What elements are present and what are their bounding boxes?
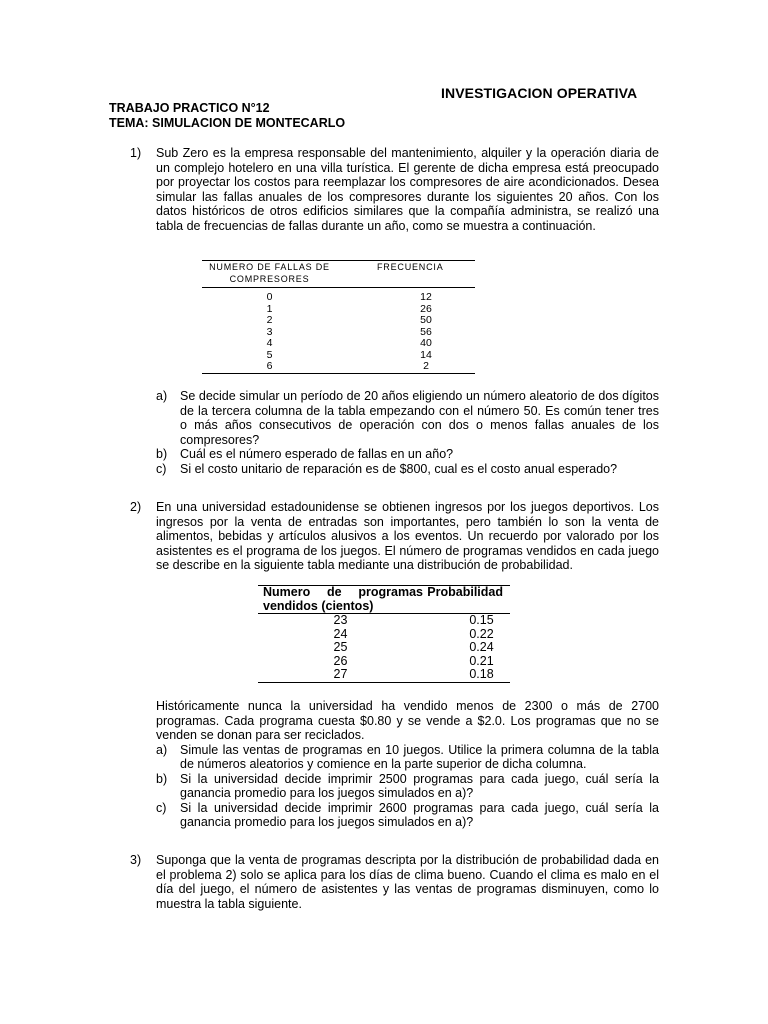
question-text: Simule las ventas de programas en 10 juegos. Utilice la primera columna de la tabla de números aleatorios y comience en la parte superior de dicha columna. bbox=[180, 742, 659, 771]
table-row bbox=[258, 641, 510, 655]
column-header-probability: Probabilidad bbox=[427, 585, 503, 599]
cell-probability: 0.21 bbox=[469, 653, 494, 668]
cell-programs: 25 bbox=[333, 640, 348, 654]
question-label: a) bbox=[156, 742, 168, 757]
practice-title: TRABAJO PRACTICO N°12 bbox=[109, 101, 270, 115]
course-title: INVESTIGACION OPERATIVA bbox=[441, 85, 638, 101]
cell-programs: 27 bbox=[333, 667, 348, 681]
question-b bbox=[156, 447, 659, 462]
table-row bbox=[258, 668, 510, 682]
table-row bbox=[202, 350, 475, 362]
column-header-failures: NUMERO DE FALLAS DE COMPRESORES bbox=[209, 262, 330, 284]
cell-frequency: 2 bbox=[423, 360, 429, 372]
problem-intro: Sub Zero es la empresa responsable del mantenimiento, alquiler y la operación diaria de un complejo hotelero en una villa turística. El gerente de dicha empresa está preocupado por proyectar los costos para reemplazar los compresores de aire acondicionados. Desea simular las fallas anuales de los compresores durante los siguientes 20 años. Con los datos históricos de otros edificios similares que la compañía administra, se realizó una tabla de frecuencias de fallas durante un año, como se muestra a continuación. bbox=[156, 146, 659, 233]
cell-programs: 23 bbox=[333, 613, 348, 627]
question-a bbox=[156, 389, 659, 447]
cell-frequency: 14 bbox=[420, 348, 432, 361]
question-a bbox=[156, 743, 659, 772]
question-text: Se decide simular un período de 20 años eligiendo un número aleatorio de dos dígitos de la tercera columna de la tabla empezando con el número 50. Es común tener tres o más años consecutivos de operación con dos o menos fallas anuales de los compresores? bbox=[180, 389, 659, 447]
table-row bbox=[202, 304, 475, 316]
failures-frequency-table bbox=[202, 260, 475, 374]
question-label: b) bbox=[156, 447, 168, 461]
cell-programs: 26 bbox=[333, 653, 348, 668]
problem-intro: Suponga que la venta de programas descripta por la distribución de probabilidad dada en el problema 2) solo se aplica para los días de clima bueno. Cuando el clima es malo en el día del juego, el número de asistentes y las ventas de programas disminuyen, como lo muestra la tabla siguiente. bbox=[156, 853, 659, 911]
problem-1-questions bbox=[156, 389, 659, 476]
question-label: c) bbox=[156, 461, 167, 476]
problem-after-table: Históricamente nunca la universidad ha vendido menos de 2300 o más de 2700 programas. Cada programa cuesta $0.80 y se vende a $2.0. Los programas que no se venden se donan para ser reciclados. bbox=[156, 699, 659, 742]
problem-intro: En una universidad estadounidense se obtienen ingresos por los juegos deportivos. Los ingresos por la venta de entradas son importantes, pero también lo son la venta de alimentos, bebidas y artículos alusivos a los eventos. Un recuerdo por valorado por los asistentes es el programa de los juegos. El número de programas vendidos en cada juego se describe en la siguiente tabla mediante una distribución de probabilidad. bbox=[156, 500, 659, 572]
question-text: Si el costo unitario de reparación es de $800, cual es el costo anual esperado? bbox=[180, 461, 618, 476]
topic-title: TEMA: SIMULACION DE MONTECARLO bbox=[109, 116, 346, 130]
table-row bbox=[202, 315, 475, 327]
cell-probability: 0.22 bbox=[469, 626, 494, 641]
table-row bbox=[202, 327, 475, 339]
question-text: Si la universidad decide imprimir 2500 programas para cada juego, cuál sería la ganancia promedio para los juegos simulados en a)? bbox=[180, 771, 659, 800]
question-c bbox=[156, 801, 659, 830]
table-row bbox=[202, 338, 475, 350]
table-row bbox=[258, 655, 510, 669]
cell-failures: 2 bbox=[266, 314, 273, 326]
table-row bbox=[202, 288, 475, 304]
problem-number: 3) bbox=[130, 853, 142, 867]
programs-probability-table bbox=[258, 585, 510, 683]
cell-probability: 0.18 bbox=[469, 667, 494, 681]
cell-failures: 6 bbox=[266, 360, 273, 372]
question-label: a) bbox=[156, 389, 168, 403]
cell-failures: 0 bbox=[266, 291, 273, 303]
cell-failures: 5 bbox=[266, 348, 273, 361]
table-header-row bbox=[202, 261, 475, 288]
problem-number: 1) bbox=[130, 146, 142, 160]
column-header-programs: Numero de programas vendidos (cientos) bbox=[263, 585, 423, 613]
table-header-row bbox=[258, 586, 510, 614]
cell-frequency: 12 bbox=[420, 291, 432, 303]
table-row bbox=[258, 614, 510, 628]
cell-probability: 0.15 bbox=[469, 613, 494, 627]
table-row bbox=[258, 628, 510, 642]
problem-2-body bbox=[156, 699, 659, 830]
cell-frequency: 26 bbox=[420, 302, 432, 315]
cell-failures: 1 bbox=[266, 302, 273, 315]
question-text: Cuál es el número esperado de fallas en un año? bbox=[180, 447, 454, 461]
problem-1 bbox=[130, 146, 659, 233]
table-row bbox=[202, 361, 475, 373]
question-text: Si la universidad decide imprimir 2600 programas para cada juego, cuál sería la ganancia promedio para los juegos simulados en a)? bbox=[180, 800, 659, 829]
cell-frequency: 56 bbox=[420, 325, 432, 338]
cell-probability: 0.24 bbox=[469, 640, 494, 654]
question-label: c) bbox=[156, 800, 167, 815]
question-b bbox=[156, 772, 659, 801]
cell-failures: 3 bbox=[266, 325, 273, 338]
cell-frequency: 40 bbox=[420, 337, 432, 349]
cell-failures: 4 bbox=[266, 337, 273, 349]
problem-2 bbox=[130, 500, 659, 573]
problem-number: 2) bbox=[130, 500, 142, 514]
problem-3 bbox=[130, 853, 659, 911]
cell-frequency: 50 bbox=[420, 314, 432, 326]
cell-programs: 24 bbox=[333, 626, 348, 641]
question-label: b) bbox=[156, 771, 168, 786]
column-header-frequency: FRECUENCIA bbox=[377, 262, 444, 272]
document-header bbox=[109, 101, 345, 131]
question-c bbox=[156, 462, 659, 477]
